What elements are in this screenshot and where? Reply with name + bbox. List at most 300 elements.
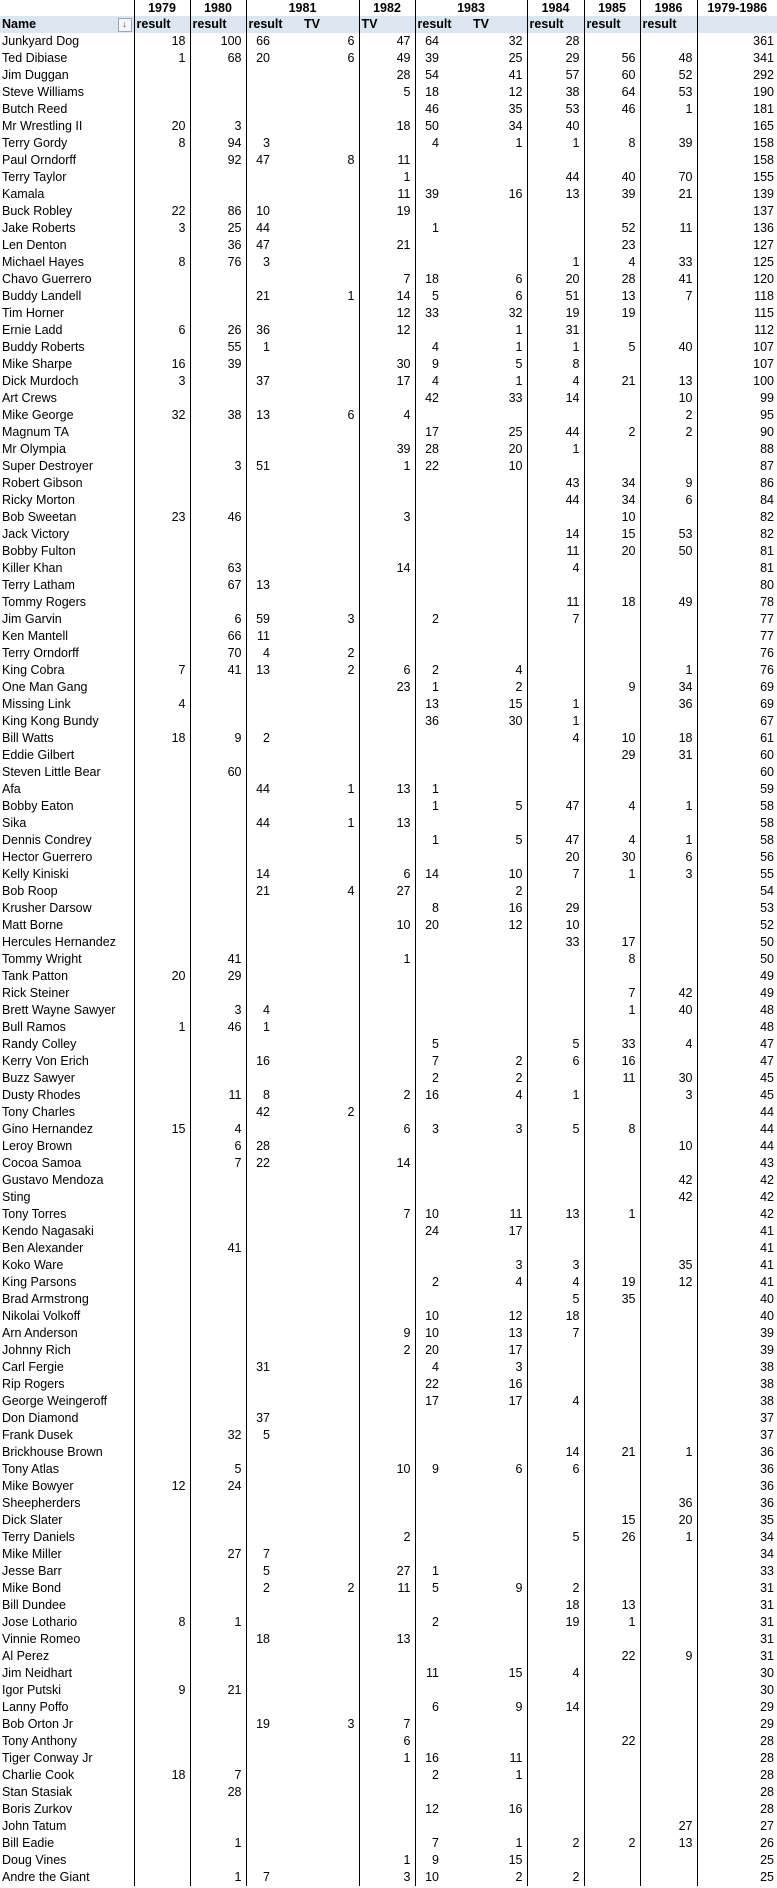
- cell-1981-tv[interactable]: 1: [347, 782, 355, 796]
- cell-1985-result[interactable]: [584, 407, 640, 424]
- cell-1985-result[interactable]: [584, 1801, 640, 1818]
- wrestler-name[interactable]: George Weingeroff: [2, 1394, 108, 1408]
- cell-1985-result[interactable]: 26: [584, 1529, 640, 1546]
- cell-1979-result[interactable]: 20: [134, 118, 190, 135]
- cell-1981-tv[interactable]: [302, 1002, 359, 1019]
- cell-1983-tv[interactable]: [471, 1597, 527, 1614]
- wrestler-name[interactable]: Bobby Fulton: [2, 544, 76, 558]
- cell-1981-result[interactable]: [246, 1274, 302, 1291]
- cell-1986-result[interactable]: [640, 1665, 697, 1682]
- cell-1981-result[interactable]: 3: [246, 135, 302, 152]
- cell-1983-tv[interactable]: 1: [515, 323, 523, 337]
- cell-1983-tv[interactable]: 9: [515, 1581, 523, 1595]
- cell-1981-result[interactable]: 10: [246, 203, 302, 220]
- cell-total[interactable]: 47: [697, 1053, 777, 1070]
- wrestler-name[interactable]: Doug Vines: [2, 1853, 67, 1867]
- cell-1980-result[interactable]: [190, 390, 246, 407]
- cell-1979-result[interactable]: [134, 1393, 190, 1410]
- cell-1981-result[interactable]: [246, 101, 302, 118]
- cell-1981-tv[interactable]: [302, 594, 359, 611]
- cell-total[interactable]: 44: [697, 1121, 777, 1138]
- cell-1979-result[interactable]: 22: [134, 203, 190, 220]
- cell-1985-result[interactable]: [584, 203, 640, 220]
- cell-1986-result[interactable]: 40: [640, 339, 697, 356]
- cell-total[interactable]: 107: [697, 356, 777, 373]
- cell-1985-result[interactable]: 16: [584, 1053, 640, 1070]
- cell-1982-tv[interactable]: 12: [359, 305, 415, 322]
- cell-1985-result[interactable]: [584, 1359, 640, 1376]
- cell-1981-result[interactable]: 21: [246, 288, 302, 305]
- cell-1986-result[interactable]: [640, 917, 697, 934]
- cell-1981-result[interactable]: [246, 951, 302, 968]
- cell-1979-result[interactable]: [134, 645, 190, 662]
- cell-1981-tv[interactable]: 4: [347, 884, 355, 898]
- cell-1983-result[interactable]: 50: [415, 118, 471, 135]
- cell-1985-result[interactable]: [584, 322, 640, 339]
- cell-1986-result[interactable]: 48: [640, 50, 697, 67]
- wrestler-name[interactable]: Tony Charles: [2, 1105, 75, 1119]
- cell-1980-result[interactable]: [190, 679, 246, 696]
- cell-1983-result[interactable]: [415, 883, 471, 900]
- cell-1980-result[interactable]: 86: [190, 203, 246, 220]
- cell-1983-tv[interactable]: [471, 526, 527, 543]
- cell-1983-result[interactable]: [415, 1546, 471, 1563]
- cell-1983-result[interactable]: 13: [415, 696, 471, 713]
- cell-1981-tv[interactable]: [302, 560, 359, 577]
- wrestler-name[interactable]: Brett Wayne Sawyer: [2, 1003, 116, 1017]
- cell-1981-tv[interactable]: [302, 1801, 359, 1818]
- cell-1983-tv[interactable]: [471, 1495, 527, 1512]
- cell-1982-tv[interactable]: 47: [359, 33, 415, 50]
- cell-1981-result[interactable]: [246, 356, 302, 373]
- cell-1983-result[interactable]: [415, 815, 471, 832]
- cell-1982-tv[interactable]: [359, 1801, 415, 1818]
- cell-1982-tv[interactable]: 6: [359, 1121, 415, 1138]
- cell-1984-result[interactable]: 31: [527, 322, 584, 339]
- cell-1982-tv[interactable]: 1: [359, 1852, 415, 1869]
- cell-1985-result[interactable]: 10: [584, 730, 640, 747]
- cell-1985-result[interactable]: 13: [584, 288, 640, 305]
- cell-total[interactable]: 48: [697, 1019, 777, 1036]
- cell-total[interactable]: 47: [697, 1036, 777, 1053]
- cell-1984-result[interactable]: [527, 1376, 584, 1393]
- cell-1981-tv[interactable]: [302, 866, 359, 883]
- cell-1986-result[interactable]: [640, 1546, 697, 1563]
- cell-1979-result[interactable]: [134, 67, 190, 84]
- cell-1986-result[interactable]: [640, 1427, 697, 1444]
- cell-1983-result[interactable]: [415, 1784, 471, 1801]
- cell-total[interactable]: 88: [697, 441, 777, 458]
- cell-1981-tv[interactable]: [302, 1682, 359, 1699]
- cell-1985-result[interactable]: [584, 1682, 640, 1699]
- cell-1983-result[interactable]: 3: [415, 1121, 471, 1138]
- cell-1986-result[interactable]: [640, 1869, 697, 1886]
- cell-1983-tv[interactable]: 35: [508, 102, 523, 116]
- cell-1981-result[interactable]: 59: [246, 611, 302, 628]
- cell-1986-result[interactable]: [640, 1801, 697, 1818]
- cell-1980-result[interactable]: 36: [190, 237, 246, 254]
- cell-1982-tv[interactable]: [359, 713, 415, 730]
- cell-1985-result[interactable]: 8: [584, 951, 640, 968]
- cell-1983-result[interactable]: 22: [415, 1376, 471, 1393]
- cell-1982-tv[interactable]: [359, 1835, 415, 1852]
- cell-1981-result[interactable]: 5: [246, 1563, 302, 1580]
- wrestler-name[interactable]: Kendo Nagasaki: [2, 1224, 94, 1238]
- cell-1986-result[interactable]: [640, 764, 697, 781]
- cell-total[interactable]: 107: [697, 339, 777, 356]
- cell-1983-result[interactable]: 39: [415, 50, 471, 67]
- cell-1984-result[interactable]: [527, 645, 584, 662]
- cell-1980-result[interactable]: 26: [190, 322, 246, 339]
- cell-1982-tv[interactable]: 11: [359, 186, 415, 203]
- cell-1980-result[interactable]: 41: [190, 951, 246, 968]
- cell-1982-tv[interactable]: [359, 849, 415, 866]
- cell-1982-tv[interactable]: [359, 1393, 415, 1410]
- cell-1981-result[interactable]: [246, 1291, 302, 1308]
- cell-1981-result[interactable]: 19: [246, 1716, 302, 1733]
- cell-total[interactable]: 115: [697, 305, 777, 322]
- wrestler-name[interactable]: Stan Stasiak: [2, 1785, 73, 1799]
- cell-1983-tv[interactable]: [471, 1563, 527, 1580]
- cell-1979-result[interactable]: [134, 934, 190, 951]
- cell-total[interactable]: 42: [697, 1206, 777, 1223]
- cell-1984-result[interactable]: 7: [527, 1325, 584, 1342]
- cell-1985-result[interactable]: 13: [584, 1597, 640, 1614]
- wrestler-name[interactable]: Bob Orton Jr: [2, 1717, 73, 1731]
- cell-1980-result[interactable]: 39: [190, 356, 246, 373]
- cell-1984-result[interactable]: 7: [527, 866, 584, 883]
- wrestler-name[interactable]: Randy Colley: [2, 1037, 77, 1051]
- cell-total[interactable]: 82: [697, 509, 777, 526]
- cell-1981-result[interactable]: [246, 441, 302, 458]
- cell-1984-result[interactable]: 28: [527, 33, 584, 50]
- cell-1983-result[interactable]: 4: [415, 373, 471, 390]
- cell-1984-result[interactable]: [527, 815, 584, 832]
- wrestler-name[interactable]: Tim Horner: [2, 306, 65, 320]
- cell-1985-result[interactable]: [584, 152, 640, 169]
- cell-1981-result[interactable]: [246, 186, 302, 203]
- cell-1984-result[interactable]: 57: [527, 67, 584, 84]
- cell-1980-result[interactable]: [190, 900, 246, 917]
- cell-1981-result[interactable]: 2: [246, 1580, 302, 1597]
- cell-1979-result[interactable]: [134, 186, 190, 203]
- cell-1984-result[interactable]: 44: [527, 169, 584, 186]
- cell-1985-result[interactable]: [584, 441, 640, 458]
- cell-1983-tv[interactable]: [471, 1189, 527, 1206]
- cell-1979-result[interactable]: 6: [134, 322, 190, 339]
- wrestler-name[interactable]: Tommy Wright: [2, 952, 82, 966]
- cell-1980-result[interactable]: 94: [190, 135, 246, 152]
- cell-1980-result[interactable]: 27: [190, 1546, 246, 1563]
- wrestler-name[interactable]: Kerry Von Erich: [2, 1054, 89, 1068]
- wrestler-name[interactable]: Tony Atlas: [2, 1462, 59, 1476]
- cell-1982-tv[interactable]: [359, 1495, 415, 1512]
- cell-1981-tv[interactable]: [302, 1427, 359, 1444]
- cell-total[interactable]: 76: [697, 662, 777, 679]
- cell-1984-result[interactable]: [527, 1223, 584, 1240]
- cell-1985-result[interactable]: 4: [584, 832, 640, 849]
- cell-1984-result[interactable]: 20: [527, 849, 584, 866]
- cell-1985-result[interactable]: [584, 356, 640, 373]
- cell-1983-tv[interactable]: [471, 407, 527, 424]
- wrestler-name[interactable]: Koko Ware: [2, 1258, 64, 1272]
- cell-total[interactable]: 35: [697, 1512, 777, 1529]
- wrestler-name[interactable]: Kamala: [2, 187, 45, 201]
- cell-1983-result[interactable]: 39: [415, 186, 471, 203]
- cell-1986-result[interactable]: [640, 1563, 697, 1580]
- cell-1983-result[interactable]: 9: [415, 1461, 471, 1478]
- cell-1981-tv[interactable]: [302, 1087, 359, 1104]
- cell-1981-result[interactable]: [246, 968, 302, 985]
- cell-1985-result[interactable]: [584, 1784, 640, 1801]
- cell-1983-result[interactable]: 42: [415, 390, 471, 407]
- cell-1979-result[interactable]: [134, 1529, 190, 1546]
- cell-1981-tv[interactable]: [302, 1189, 359, 1206]
- cell-1980-result[interactable]: [190, 1410, 246, 1427]
- wrestler-name[interactable]: Bill Watts: [2, 731, 54, 745]
- cell-1984-result[interactable]: [527, 1750, 584, 1767]
- cell-1981-tv[interactable]: [302, 220, 359, 237]
- cell-1983-result[interactable]: [415, 577, 471, 594]
- cell-1981-tv[interactable]: [302, 305, 359, 322]
- cell-1982-tv[interactable]: [359, 339, 415, 356]
- cell-1979-result[interactable]: [134, 424, 190, 441]
- cell-1981-tv[interactable]: [302, 1869, 359, 1886]
- cell-1983-tv[interactable]: [471, 1682, 527, 1699]
- cell-1986-result[interactable]: [640, 1699, 697, 1716]
- cell-1983-tv[interactable]: [471, 1529, 527, 1546]
- cell-1981-tv[interactable]: [302, 237, 359, 254]
- wrestler-name[interactable]: Afa: [2, 782, 21, 796]
- cell-1982-tv[interactable]: 5: [359, 84, 415, 101]
- cell-1981-tv[interactable]: [302, 764, 359, 781]
- cell-1981-tv[interactable]: [302, 1393, 359, 1410]
- wrestler-name[interactable]: Terry Daniels: [2, 1530, 75, 1544]
- wrestler-name[interactable]: Mike Miller: [2, 1547, 62, 1561]
- cell-total[interactable]: 361: [697, 33, 777, 50]
- cell-1979-result[interactable]: 18: [134, 730, 190, 747]
- cell-1981-tv[interactable]: 3: [347, 612, 355, 626]
- wrestler-name[interactable]: Vinnie Romeo: [2, 1632, 81, 1646]
- cell-1983-result[interactable]: 33: [415, 305, 471, 322]
- cell-1985-result[interactable]: 20: [584, 543, 640, 560]
- cell-1983-result[interactable]: [415, 1019, 471, 1036]
- cell-total[interactable]: 28: [697, 1801, 777, 1818]
- cell-1983-tv[interactable]: 11: [509, 1751, 523, 1765]
- cell-1979-result[interactable]: 12: [134, 1478, 190, 1495]
- cell-1981-result[interactable]: 2: [246, 730, 302, 747]
- cell-1981-result[interactable]: [246, 1036, 302, 1053]
- cell-1979-result[interactable]: [134, 1206, 190, 1223]
- wrestler-name[interactable]: Krusher Darsow: [2, 901, 92, 915]
- cell-1981-result[interactable]: [246, 390, 302, 407]
- cell-1981-result[interactable]: 28: [246, 1138, 302, 1155]
- cell-1983-tv[interactable]: 11: [509, 1207, 523, 1221]
- cell-1985-result[interactable]: 1: [584, 1206, 640, 1223]
- cell-1981-tv[interactable]: [302, 186, 359, 203]
- cell-1981-result[interactable]: [246, 1801, 302, 1818]
- cell-1980-result[interactable]: [190, 917, 246, 934]
- cell-1986-result[interactable]: [640, 1767, 697, 1784]
- cell-1983-result[interactable]: 4: [415, 339, 471, 356]
- cell-1979-result[interactable]: [134, 781, 190, 798]
- cell-1984-result[interactable]: 14: [527, 526, 584, 543]
- cell-1986-result[interactable]: 9: [640, 1648, 697, 1665]
- cell-1979-result[interactable]: 1: [134, 1019, 190, 1036]
- cell-1981-result[interactable]: 4: [246, 645, 302, 662]
- cell-1980-result[interactable]: 92: [190, 152, 246, 169]
- cell-1985-result[interactable]: 21: [584, 1444, 640, 1461]
- cell-1983-tv[interactable]: [471, 594, 527, 611]
- cell-1985-result[interactable]: [584, 645, 640, 662]
- cell-1983-tv[interactable]: 13: [508, 1326, 523, 1340]
- cell-1982-tv[interactable]: 1: [359, 169, 415, 186]
- cell-1983-result[interactable]: [415, 509, 471, 526]
- cell-1983-tv[interactable]: [471, 1104, 527, 1121]
- cell-1981-tv[interactable]: [302, 730, 359, 747]
- cell-1981-result[interactable]: [246, 1257, 302, 1274]
- wrestler-name[interactable]: Hector Guerrero: [2, 850, 93, 864]
- cell-total[interactable]: 341: [697, 50, 777, 67]
- cell-1986-result[interactable]: [640, 1053, 697, 1070]
- cell-1983-result[interactable]: [415, 254, 471, 271]
- cell-1986-result[interactable]: 36: [640, 1495, 697, 1512]
- cell-1981-result[interactable]: 47: [246, 237, 302, 254]
- cell-1985-result[interactable]: [584, 1631, 640, 1648]
- cell-1981-tv[interactable]: [302, 1291, 359, 1308]
- cell-1980-result[interactable]: [190, 1070, 246, 1087]
- cell-1983-tv[interactable]: 5: [515, 833, 523, 847]
- cell-1982-tv[interactable]: 6: [359, 1733, 415, 1750]
- cell-1986-result[interactable]: 52: [640, 67, 697, 84]
- cell-1980-result[interactable]: [190, 1529, 246, 1546]
- cell-1986-result[interactable]: [640, 1410, 697, 1427]
- cell-1985-result[interactable]: 30: [584, 849, 640, 866]
- cell-1979-result[interactable]: [134, 543, 190, 560]
- cell-total[interactable]: 56: [697, 849, 777, 866]
- cell-total[interactable]: 34: [697, 1546, 777, 1563]
- cell-1986-result[interactable]: [640, 611, 697, 628]
- cell-1982-tv[interactable]: [359, 1648, 415, 1665]
- cell-1985-result[interactable]: [584, 815, 640, 832]
- cell-1986-result[interactable]: 13: [640, 373, 697, 390]
- cell-1982-tv[interactable]: [359, 1784, 415, 1801]
- wrestler-name[interactable]: Ted Dibiase: [2, 51, 68, 65]
- wrestler-name[interactable]: Missing Link: [2, 697, 71, 711]
- cell-1986-result[interactable]: 9: [640, 475, 697, 492]
- cell-1985-result[interactable]: [584, 1818, 640, 1835]
- cell-1981-result[interactable]: [246, 747, 302, 764]
- cell-1982-tv[interactable]: 13: [359, 781, 415, 798]
- wrestler-name[interactable]: Don Diamond: [2, 1411, 79, 1425]
- cell-1980-result[interactable]: [190, 1631, 246, 1648]
- cell-1982-tv[interactable]: [359, 1359, 415, 1376]
- cell-1984-result[interactable]: 10: [527, 917, 584, 934]
- wrestler-name[interactable]: Al Perez: [2, 1649, 50, 1663]
- cell-1985-result[interactable]: [584, 1257, 640, 1274]
- cell-total[interactable]: 53: [697, 900, 777, 917]
- cell-1980-result[interactable]: [190, 1801, 246, 1818]
- cell-1983-tv[interactable]: [471, 1478, 527, 1495]
- cell-1981-result[interactable]: 37: [246, 373, 302, 390]
- cell-1986-result[interactable]: [640, 1291, 697, 1308]
- cell-1983-tv[interactable]: 33: [508, 391, 523, 405]
- cell-1983-tv[interactable]: 4: [515, 1088, 523, 1102]
- cell-1979-result[interactable]: [134, 747, 190, 764]
- cell-1981-result[interactable]: [246, 1189, 302, 1206]
- cell-1980-result[interactable]: [190, 1665, 246, 1682]
- cell-1983-result[interactable]: 1: [415, 679, 471, 696]
- cell-1984-result[interactable]: 1: [527, 713, 584, 730]
- cell-1981-tv[interactable]: [302, 390, 359, 407]
- cell-1986-result[interactable]: 1: [640, 832, 697, 849]
- cell-1981-tv[interactable]: [302, 458, 359, 475]
- cell-1982-tv[interactable]: 13: [359, 815, 415, 832]
- cell-1982-tv[interactable]: [359, 747, 415, 764]
- cell-1982-tv[interactable]: [359, 730, 415, 747]
- cell-1980-result[interactable]: 46: [190, 1019, 246, 1036]
- wrestler-name[interactable]: Buddy Landell: [2, 289, 82, 303]
- cell-1979-result[interactable]: [134, 900, 190, 917]
- cell-1980-result[interactable]: [190, 288, 246, 305]
- cell-1983-result[interactable]: [415, 560, 471, 577]
- cell-1984-result[interactable]: [527, 1631, 584, 1648]
- cell-1979-result[interactable]: [134, 1699, 190, 1716]
- cell-1981-result[interactable]: 31: [246, 1359, 302, 1376]
- wrestler-name[interactable]: King Kong Bundy: [2, 714, 99, 728]
- cell-1982-tv[interactable]: [359, 254, 415, 271]
- cell-total[interactable]: 55: [697, 866, 777, 883]
- cell-1982-tv[interactable]: 1: [359, 1750, 415, 1767]
- cell-1981-tv[interactable]: [302, 1733, 359, 1750]
- cell-1980-result[interactable]: 41: [190, 1240, 246, 1257]
- cell-1981-result[interactable]: [246, 543, 302, 560]
- cell-1984-result[interactable]: [527, 1427, 584, 1444]
- wrestler-name[interactable]: Kelly Kiniski: [2, 867, 69, 881]
- cell-1983-tv[interactable]: 15: [508, 697, 523, 711]
- cell-1979-result[interactable]: [134, 1274, 190, 1291]
- cell-1986-result[interactable]: 18: [640, 730, 697, 747]
- cell-1985-result[interactable]: [584, 390, 640, 407]
- cell-1981-tv[interactable]: [302, 1257, 359, 1274]
- cell-1979-result[interactable]: [134, 475, 190, 492]
- cell-1985-result[interactable]: 15: [584, 526, 640, 543]
- cell-1984-result[interactable]: [527, 1563, 584, 1580]
- cell-1979-result[interactable]: [134, 577, 190, 594]
- cell-1983-tv[interactable]: [471, 1036, 527, 1053]
- cell-1983-result[interactable]: [415, 1257, 471, 1274]
- cell-1982-tv[interactable]: [359, 1053, 415, 1070]
- cell-total[interactable]: 67: [697, 713, 777, 730]
- cell-1980-result[interactable]: 70: [190, 645, 246, 662]
- cell-total[interactable]: 38: [697, 1359, 777, 1376]
- cell-1979-result[interactable]: [134, 152, 190, 169]
- cell-1979-result[interactable]: [134, 1852, 190, 1869]
- cell-1983-result[interactable]: 2: [415, 1767, 471, 1784]
- cell-1983-result[interactable]: 2: [415, 1614, 471, 1631]
- cell-1984-result[interactable]: [527, 458, 584, 475]
- cell-1982-tv[interactable]: [359, 1172, 415, 1189]
- cell-1979-result[interactable]: [134, 1750, 190, 1767]
- wrestler-name[interactable]: Michael Hayes: [2, 255, 84, 269]
- cell-1982-tv[interactable]: [359, 1512, 415, 1529]
- cell-total[interactable]: 84: [697, 492, 777, 509]
- cell-1981-tv[interactable]: [302, 441, 359, 458]
- wrestler-name[interactable]: Cocoa Samoa: [2, 1156, 82, 1170]
- cell-1981-tv[interactable]: [302, 1053, 359, 1070]
- cell-1983-tv[interactable]: 6: [515, 1462, 523, 1476]
- cell-1986-result[interactable]: 6: [640, 492, 697, 509]
